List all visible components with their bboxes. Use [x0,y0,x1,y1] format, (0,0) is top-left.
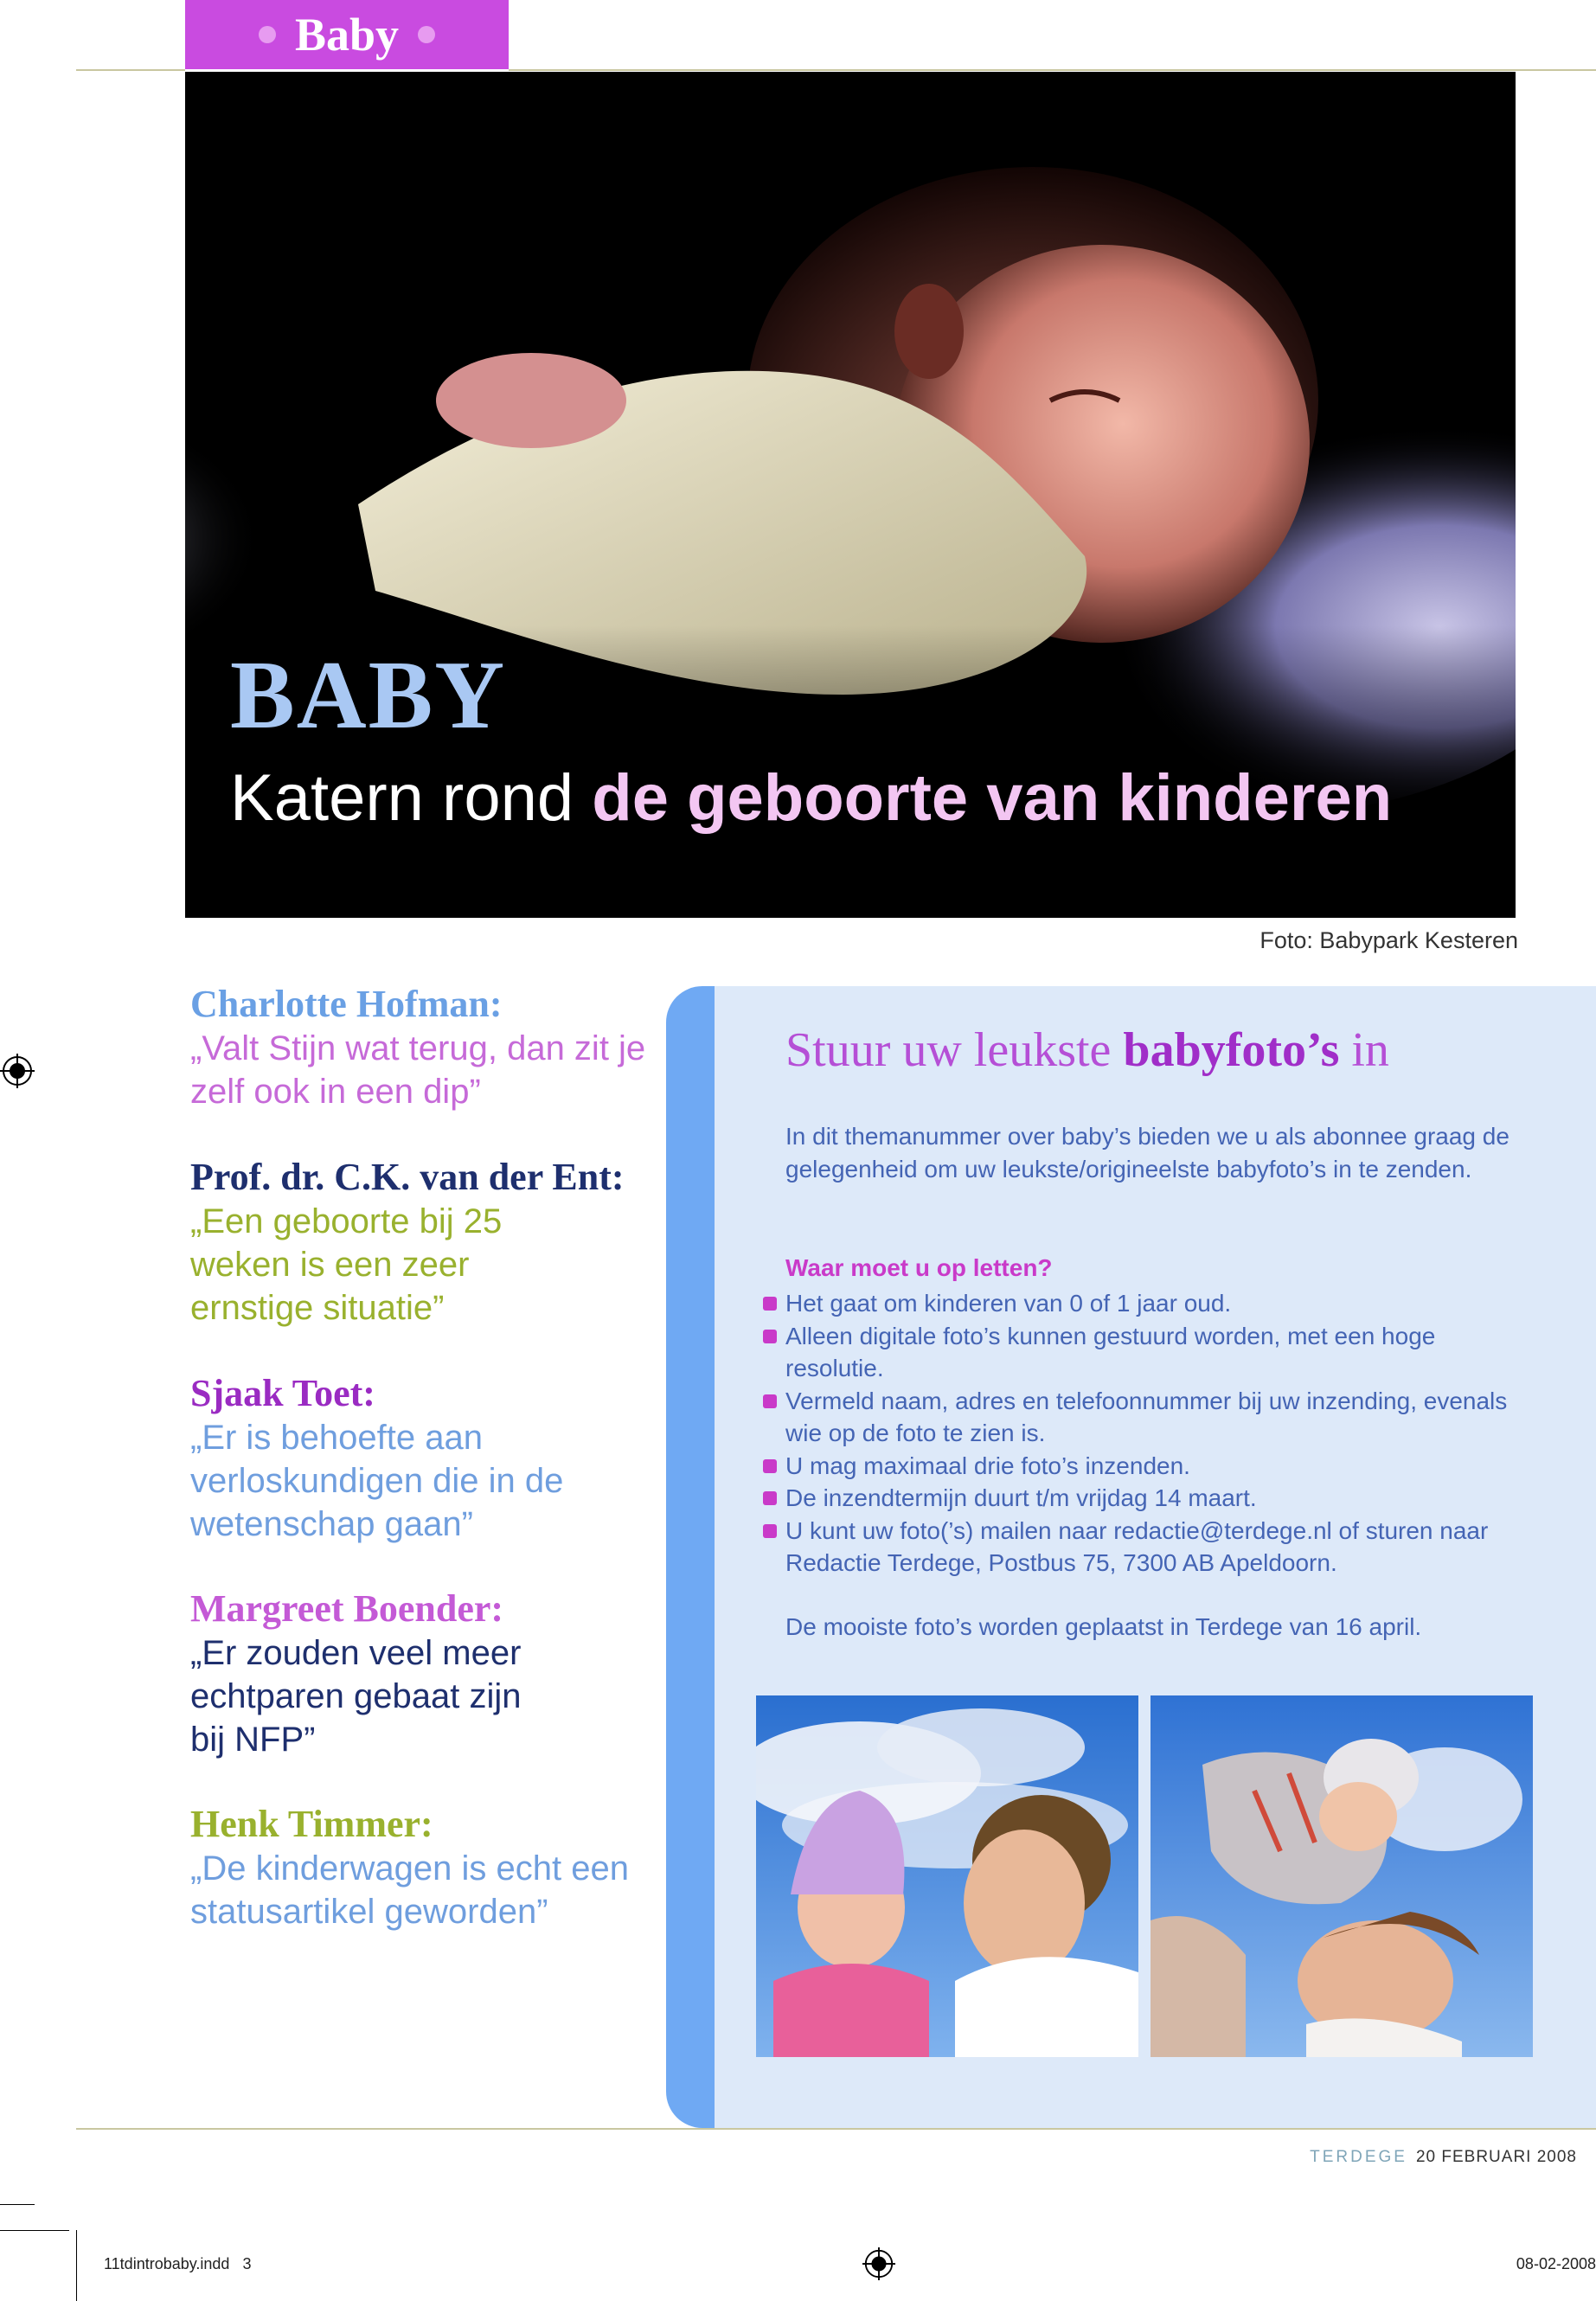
quote-block [190,1157,675,1330]
bullet-icon [763,1459,777,1473]
list-item [761,1515,1540,1580]
panel-question: Waar moet u op letten? [785,1254,1053,1281]
mother-baby-image [756,1695,1138,2057]
crop-mark [0,2230,69,2231]
quote-text: „Er zouden veel meer echtparen gebaat zijn bij NFP” [190,1634,522,1759]
list-item [761,1385,1540,1450]
list-item-text: De inzendtermijn duurt t/m vrijdag 14 maart. [785,1484,1257,1511]
panel-outro: De mooiste foto’s worden geplaatst in Terdege van 16 april. [785,1613,1422,1640]
baby-lifted-image [1151,1695,1533,2057]
list-item [761,1450,1540,1483]
list-item [761,1320,1540,1385]
list-item-text: U kunt uw foto(’s) mailen naar redactie@terdege.nl of sturen naar Redactie Terdege, Postbus 75, 7300 AB Apeldoorn. [785,1516,1489,1576]
quote-text: „Valt Stijn wat terug, dan zit je zelf ook in een dip” [190,1029,646,1112]
quote-text: „Een geboorte bij 25 weken is een zeer ernstige situatie” [190,1202,503,1328]
issue-date: 20 FEBRUARI 2008 [1415,2148,1577,2166]
bullet-icon [763,1491,777,1505]
slug-filename: 11tdintrobaby.indd 3 [104,2255,252,2272]
slug-print-date: 08-02-2008 [1516,2255,1596,2272]
section-tab [185,0,509,69]
panel-heading-post: in [1339,1023,1389,1077]
panel-heading-pre: Stuur uw leukste [785,1023,1124,1077]
registration-mark-icon [0,1054,35,1088]
page-footer [1310,2148,1577,2167]
quote-block [190,984,675,1113]
list-item [761,1482,1540,1515]
panel-heading-bold: babyfoto’s [1123,1023,1340,1077]
crop-mark [76,2230,77,2301]
quote-name: Margreet Boender: [190,1587,504,1630]
hero-subtitle-bold: de geboorte van kinderen [592,761,1393,835]
top-rule-left [76,69,185,71]
quote-block [190,1804,675,1933]
photo-baby-lifted [1151,1695,1533,2057]
section-tab-label: Baby [294,9,400,61]
hero-subtitle [230,761,1393,835]
bullet-icon [763,1330,777,1343]
quote-text: „De kinderwagen is echt een statusartikel geworden” [190,1849,629,1932]
top-rule-right [509,69,1596,71]
bullet-icon [763,1297,777,1311]
dot-icon [418,26,435,43]
crop-mark [0,2204,35,2205]
bottom-rule [76,2128,1596,2130]
list-item-text: Alleen digitale foto’s kunnen gestuurd worden, met een hoge resolutie. [785,1322,1436,1381]
quote-name: Henk Timmer: [190,1803,433,1845]
bullet-icon [763,1394,777,1408]
list-item-text: Het gaat om kinderen van 0 of 1 jaar oud. [785,1290,1232,1317]
quote-block [190,1373,675,1546]
list-item-text: U mag maximaal drie foto’s inzenden. [785,1452,1190,1479]
quote-name: Charlotte Hofman: [190,983,503,1025]
list-item [761,1287,1540,1320]
magazine-name: TERDEGE [1310,2148,1407,2166]
registration-mark-icon [862,2247,895,2280]
photo-credit: Foto: Babypark Kesteren [1259,927,1518,953]
panel-list [761,1287,1540,1580]
list-item-text: Vermeld naam, adres en telefoonnummer bij uw inzending, evenals wie op de foto te zien is. [785,1387,1508,1446]
panel-intro: In dit themanummer over baby’s bieden we u als abonnee graag de gelegenheid om uw leukste/origineelste babyfoto’s in te zenden. [785,1123,1509,1183]
photo-mother-baby [756,1695,1138,2057]
quote-text: „Er is behoefte aan verloskundigen die in de wetenschap gaan” [190,1419,564,1544]
quote-name: Sjaak Toet: [190,1372,375,1414]
panel-heading [785,1022,1389,1078]
dot-icon [259,26,276,43]
quote-block [190,1588,675,1761]
hero-title: BABY [230,642,507,749]
quote-name: Prof. dr. C.K. van der Ent: [190,1156,625,1198]
bullet-icon [763,1524,777,1538]
hero-subtitle-light: Katern rond [230,761,593,835]
